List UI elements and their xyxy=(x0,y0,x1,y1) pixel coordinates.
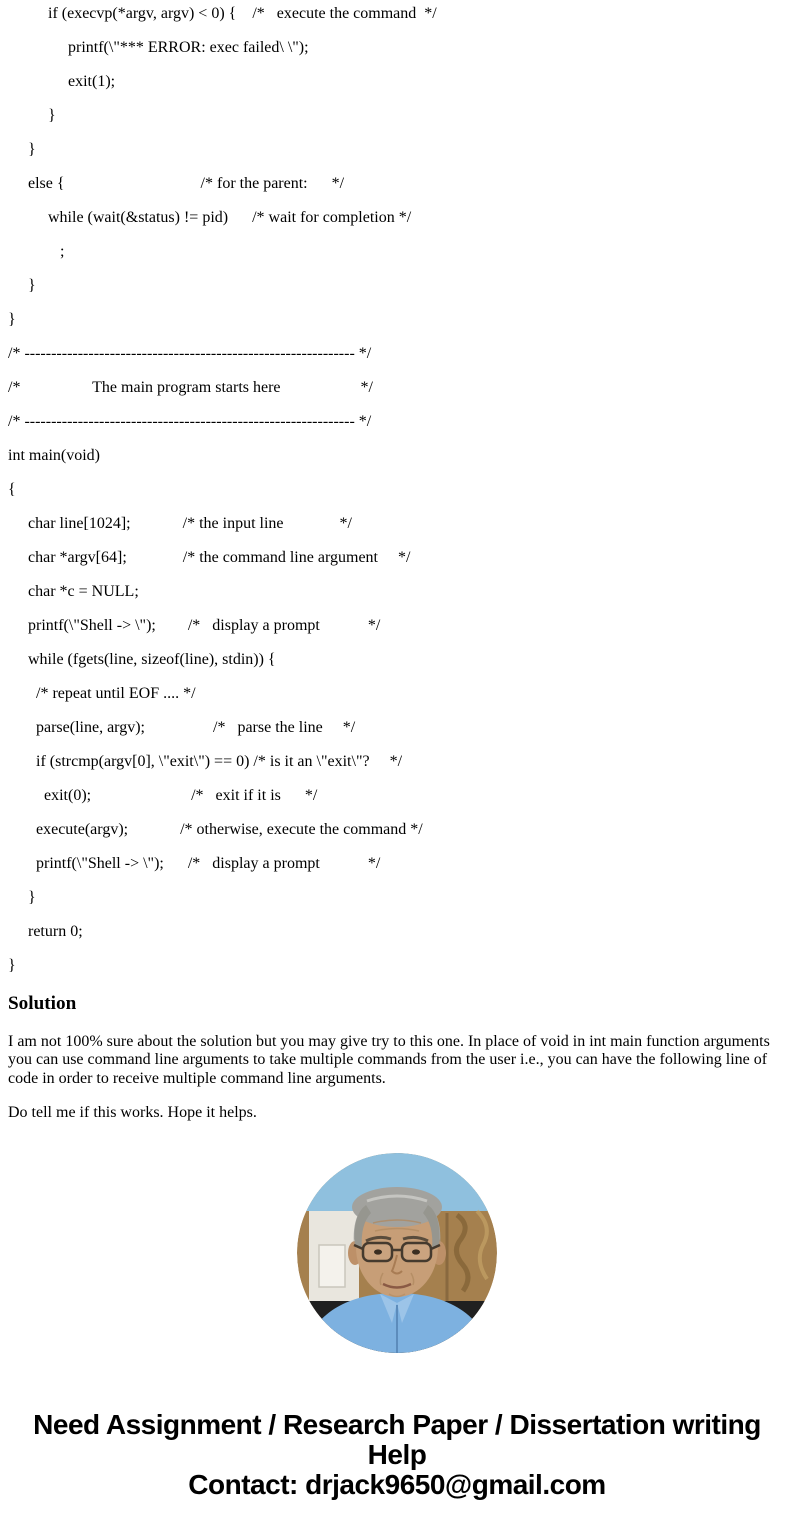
footer-banner xyxy=(8,1410,786,1500)
code-line: /* -------------------------------------------------------------- */ xyxy=(8,344,372,362)
code-line: char line[1024]; /* the input line */ xyxy=(8,514,352,532)
code-line: } xyxy=(8,276,36,294)
code-line: } xyxy=(8,956,16,974)
code-line: /* -------------------------------------------------------------- */ xyxy=(8,412,372,430)
code-line: while (fgets(line, sizeof(line), stdin)) { xyxy=(8,650,276,668)
code-line: char *c = NULL; xyxy=(8,582,139,600)
code-line: parse(line, argv); /* parse the line */ xyxy=(8,718,356,736)
code-line: exit(0); /* exit if it is */ xyxy=(8,786,318,804)
code-line: printf(\"*** ERROR: exec failed\ \"); xyxy=(8,38,309,56)
code-line: } xyxy=(8,888,36,906)
code-line: if (strcmp(argv[0], \"exit\") == 0) /* is it an \"exit\"? */ xyxy=(8,752,403,770)
code-line: char *argv[64]; /* the command line argument */ xyxy=(8,548,411,566)
footer-contact: Contact: drjack9650@gmail.com xyxy=(188,1468,606,1500)
code-line: return 0; xyxy=(8,922,83,940)
code-line: if (execvp(*argv, argv) < 0) { /* execute the command */ xyxy=(8,4,437,22)
photo-container xyxy=(8,1153,786,1358)
code-line: while (wait(&status) != pid) /* wait for completion */ xyxy=(8,208,412,226)
code-line: else { /* for the parent: */ xyxy=(8,174,345,192)
code-line: ; xyxy=(8,242,65,260)
document-page xyxy=(8,5,786,1500)
code-line: } xyxy=(8,106,56,124)
footer-help-text: Need Assignment / Research Paper / Dissertation writing Help xyxy=(33,1408,761,1470)
code-line: printf(\"Shell -> \"); /* display a prompt */ xyxy=(8,854,381,872)
code-line: int main(void) xyxy=(8,446,100,464)
solution-paragraph: I am not 100% sure about the solution but you may give try to this one. In place of void in int main function arguments you can use command line arguments to take multiple commands from the user i.e., you can have the following line of code in order to receive multiple command line arguments. xyxy=(8,1033,770,1087)
code-line: { xyxy=(8,480,16,498)
code-line: /* The main program starts here */ xyxy=(8,378,373,396)
code-line: } xyxy=(8,310,16,328)
code-line: exit(1); xyxy=(8,72,116,90)
code-line: execute(argv); /* otherwise, execute the command */ xyxy=(8,820,423,838)
solution-heading: Solution xyxy=(8,993,77,1014)
code-line: printf(\"Shell -> \"); /* display a prompt */ xyxy=(8,616,381,634)
person-photo xyxy=(297,1153,497,1353)
code-line: } xyxy=(8,140,36,158)
code-block xyxy=(8,5,786,975)
solution-note: Do tell me if this works. Hope it helps. xyxy=(8,1104,257,1122)
code-line: /* repeat until EOF .... */ xyxy=(8,684,196,702)
